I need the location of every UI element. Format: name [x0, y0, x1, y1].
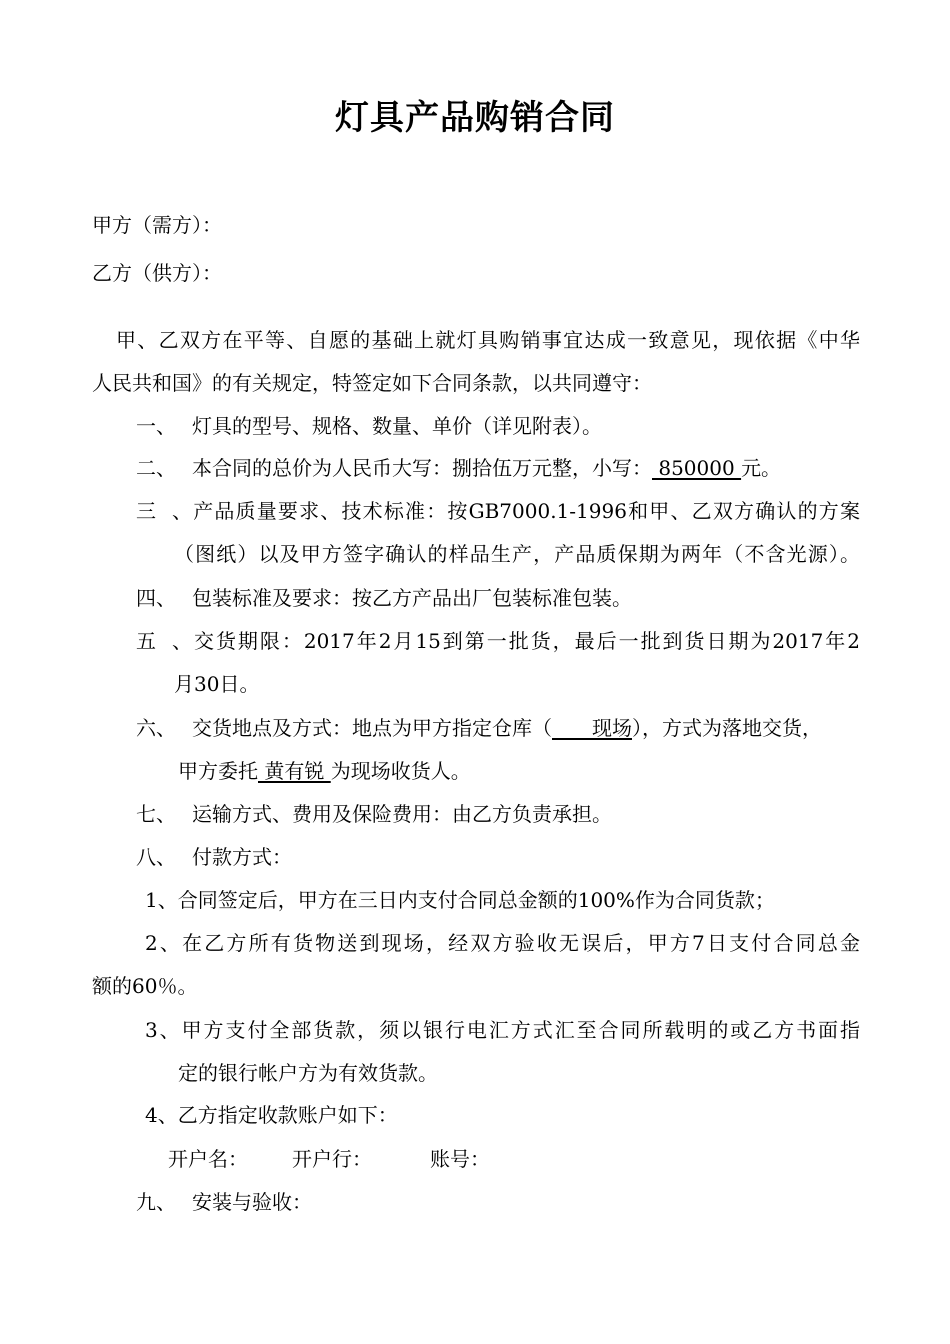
- clause-5-line-2: 月30日。: [174, 672, 260, 696]
- clause-text: 付款方式：: [192, 845, 292, 869]
- clause-number: 二、: [136, 456, 176, 480]
- payment-item-4: 4、乙方指定收款账户如下：: [145, 1103, 398, 1127]
- payment-item-2-line-1: 2、在乙方所有货物送到现场，经双方验收无误后，甲方7日支付合同总金: [145, 931, 860, 955]
- clause-number: 六、: [136, 716, 176, 740]
- account-bank-label: 开户行：: [292, 1147, 372, 1171]
- clause-text: 交货期限：2017年2月15到第一批货，最后一批到货日期为2017年2: [192, 629, 860, 653]
- account-name-label: 开户名：: [168, 1147, 248, 1171]
- amount-field: 850000: [652, 456, 742, 480]
- intro-line-2: 人民共和国》的有关规定，特签定如下合同条款，以共同遵守：: [92, 371, 652, 395]
- clause-number: 四、: [136, 586, 176, 610]
- clause-8: [136, 843, 292, 871]
- payment-item-1: 1、合同签定后，甲方在三日内支付合同总金额的100%作为合同货款；: [145, 888, 775, 912]
- clause-number: 三、: [136, 499, 192, 523]
- document-title: 灯具产品购销合同: [335, 98, 615, 138]
- clause-4: [136, 584, 632, 612]
- clause-number: 七、: [136, 802, 176, 826]
- clause-6-line-1: [136, 714, 822, 742]
- clause-text: 灯具的型号、规格、数量、单价（详见附表）。: [192, 414, 602, 438]
- payment-item-3-line-2: 定的银行帐户方为有效货款。: [178, 1061, 438, 1085]
- clause-3-line-2: （图纸）以及甲方签字确认的样品生产，产品质保期为两年（不含光源）。: [174, 542, 860, 566]
- clause-9: [136, 1188, 312, 1216]
- clause-3-line-1: [136, 497, 860, 525]
- payment-item-3-line-1: 3、甲方支付全部货款，须以银行电汇方式汇至合同所载明的或乙方书面指: [145, 1018, 860, 1042]
- account-number-label: 账号：: [430, 1147, 490, 1171]
- clause-7: [136, 800, 612, 828]
- clause-5-line-1: [136, 627, 860, 655]
- clause-text: 包装标准及要求：按乙方产品出厂包装标准包装。: [192, 586, 632, 610]
- clause-number: 五、: [136, 629, 192, 653]
- clause-6-line-2: [178, 757, 471, 785]
- receiver-field: 黄有锐: [258, 759, 331, 783]
- clause-text: 本合同的总价为人民币大写：捌拾伍万元整，小写：: [192, 456, 652, 480]
- clause-text: 运输方式、费用及保险费用：由乙方负责承担。: [192, 802, 612, 826]
- party-a-label: 甲方（需方）：: [92, 213, 222, 237]
- clause-text: ），方式为落地交货，: [632, 716, 822, 740]
- clause-text: 安装与验收：: [192, 1190, 312, 1214]
- clause-number: 九、: [136, 1190, 176, 1214]
- party-b-label: 乙方（供方）：: [92, 261, 222, 285]
- clause-number: 八、: [136, 845, 176, 869]
- clause-text: 为现场收货人。: [330, 759, 471, 783]
- payment-item-2-line-2: 额的60％。: [92, 974, 198, 998]
- clause-text: 产品质量要求、技术标准：按GB7000.1-1996和甲、乙双方确认的方案: [192, 499, 860, 523]
- clause-text: 甲方委托: [178, 759, 258, 783]
- clause-2: [136, 454, 781, 482]
- clause-1: [136, 412, 602, 440]
- intro-line-1: 甲、乙双方在平等、自愿的基础上就灯具购销事宜达成一致意见，现依据《中华: [116, 328, 860, 352]
- clause-suffix: 元。: [741, 456, 782, 480]
- clause-number: 一、: [136, 414, 176, 438]
- clause-text: 交货地点及方式：地点为甲方指定仓库（: [192, 716, 552, 740]
- location-field: 现场: [552, 716, 632, 740]
